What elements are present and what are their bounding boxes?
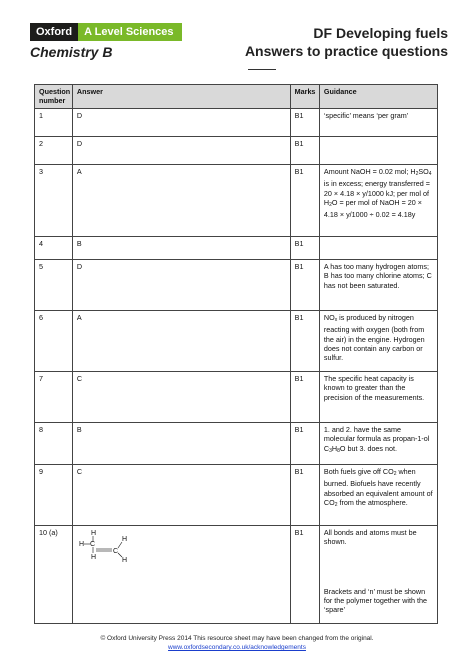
guidance-cell: A has too many hydrogen atoms; B has too many chlorine atoms; C has not been saturated.: [319, 260, 437, 311]
guidance-cell: $NO_x$ is produced by nitrogen reacting with oxygen (both from the air) in the engine. Hydrogen does not contain any carbon or sulfur.: [319, 311, 437, 372]
answer-cell: [72, 526, 290, 624]
header-question: Question number: [35, 85, 73, 109]
marks-cell: B1: [290, 137, 319, 165]
guidance-cell: [319, 137, 437, 165]
page-footer: [0, 634, 474, 652]
answer-cell: D: [72, 260, 290, 311]
question-number: 1: [35, 109, 73, 137]
title-line-2: Answers to practice questions: [244, 43, 448, 59]
question-number: 9: [35, 465, 73, 526]
header-marks: Marks: [290, 85, 319, 109]
atom-h-bottom: H: [90, 554, 96, 561]
guidance-cell: The specific heat capacity is known to greater than the precision of the measurements.: [319, 372, 437, 423]
question-number: 5: [35, 260, 73, 311]
document-title: [245, 24, 448, 60]
guidance-text-2: Brackets and ‘n’ must be shown for the polymer together with the ‘spare’: [323, 586, 427, 615]
subject-title: Chemistry B: [30, 44, 113, 60]
title-line-1: DF Developing fuels: [313, 25, 448, 41]
question-number: 7: [35, 372, 73, 423]
question-number: 8: [35, 423, 73, 465]
answer-cell: C: [72, 372, 290, 423]
table-row: [35, 311, 438, 372]
marks-cell: B1: [290, 109, 319, 137]
marks-cell: B1: [290, 165, 319, 237]
acknowledgements-link[interactable]: www.oxfordsecondary.co.uk/acknowledgements: [168, 644, 306, 651]
header-rule: [248, 69, 276, 70]
table-row: [35, 260, 438, 311]
table-header-row: [35, 85, 438, 109]
table-row: [35, 137, 438, 165]
table-row: [35, 109, 438, 137]
answer-cell: D: [72, 109, 290, 137]
answer-cell: A: [72, 165, 290, 237]
question-number: 2: [35, 137, 73, 165]
table-row: [35, 237, 438, 260]
answer-cell: C: [72, 465, 290, 526]
answer-cell: B: [72, 237, 290, 260]
header-guidance: Guidance: [319, 85, 437, 109]
atom-c2: C: [112, 548, 118, 555]
table-row: [35, 465, 438, 526]
guidance-cell: ‘specific’ means ‘per gram’: [319, 109, 437, 137]
logo-series-text: A Level Sciences: [78, 23, 182, 41]
marks-cell: B1: [290, 423, 319, 465]
copyright-text: © Oxford University Press 2014 This resource sheet may have been changed from the original.: [100, 635, 374, 642]
question-number: 6: [35, 311, 73, 372]
table-row: [35, 423, 438, 465]
answer-cell: B: [72, 423, 290, 465]
marks-cell: B1: [290, 237, 319, 260]
atom-h-left: H: [78, 541, 84, 548]
marks-cell: B1: [290, 526, 319, 624]
ethene-structure-diagram: [77, 529, 147, 565]
marks-cell: B1: [290, 372, 319, 423]
table-row: [35, 165, 438, 237]
guidance-cell: Both fuels give off $CO_2$ when burned. Biofuels have recently absorbed an equivalent amount of $CO_2$ from the atmosphere.: [319, 465, 437, 526]
guidance-cell: [319, 237, 437, 260]
atom-h-right-top: H: [121, 536, 127, 543]
atom-c1: C: [89, 541, 95, 548]
answers-table: [34, 84, 438, 624]
answer-cell: A: [72, 311, 290, 372]
header-answer: Answer: [72, 85, 290, 109]
question-number: 3: [35, 165, 73, 237]
guidance-text-1: All bonds and atoms must be shown.: [323, 528, 417, 547]
table-row: [35, 372, 438, 423]
atom-h-top: H: [90, 530, 96, 537]
guidance-cell: 1. and 2. have the same molecular formula as propan-1-ol $C_3H_8O$ but 3. does not.: [319, 423, 437, 465]
question-number: 10 (a): [35, 526, 73, 624]
guidance-cell: Amount NaOH = 0.02 mol; $H_2SO_4$ is in excess; energy transferred = 20 × 4.18 × y/1000 kJ; per mol of $H_2O$ = per mol of NaOH = 20 × 4.18 × y/1000 ÷ 0.02 = 4.18y: [319, 165, 437, 237]
marks-cell: B1: [290, 311, 319, 372]
guidance-cell: [319, 526, 437, 624]
marks-cell: B1: [290, 465, 319, 526]
oxford-logo: [30, 23, 182, 41]
table-row: [35, 526, 438, 624]
atom-h-right-bottom: H: [121, 557, 127, 564]
logo-oxford-text: Oxford: [30, 23, 78, 41]
question-number: 4: [35, 237, 73, 260]
answer-cell: D: [72, 137, 290, 165]
marks-cell: B1: [290, 260, 319, 311]
